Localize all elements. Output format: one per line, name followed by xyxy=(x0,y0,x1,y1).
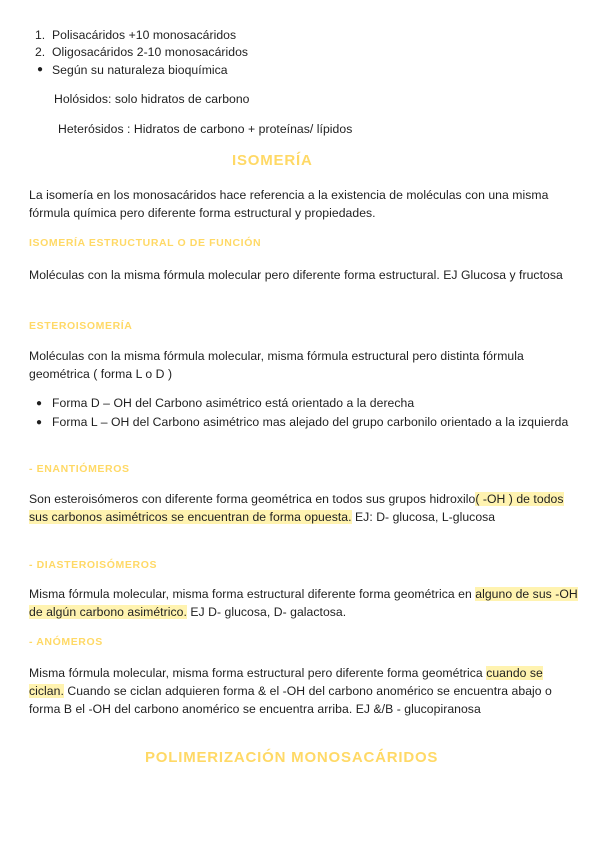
bullet-icon: ● xyxy=(36,417,43,428)
bullet-icon: ● xyxy=(37,64,44,75)
enantiomeros-text-before: Son esteroisómeros con diferente forma geométrica en todos sus grupos hidroxilo xyxy=(29,492,476,506)
list-item-1: Polisacáridos +10 monosacáridos xyxy=(52,28,237,42)
isomeria-heading: ISOMERÍA xyxy=(232,152,313,169)
anomeros-text-after: Cuando se ciclan adquieren forma & el -OH del carbono anomérico se encuentra abajo o forma B el -OH del carbono anomérico se encuentra arriba. EJ &/B - glucopiranosa xyxy=(29,684,552,716)
anomeros-text-before: Misma fórmula molecular, misma forma estructural pero diferente forma geométrica xyxy=(29,666,487,680)
anomeros-heading: - ANÓMEROS xyxy=(29,636,103,648)
anomeros-text xyxy=(29,664,579,718)
diasteroisomeros-text-before: Misma fórmula molecular, misma forma estructural diferente forma geométrica en xyxy=(29,587,476,601)
anomeros-highlight: cuando se ciclan. xyxy=(29,666,543,698)
diasteroisomeros-highlight: alguno de sus -OH de algún carbono asimétrico. xyxy=(29,587,578,619)
bullet-icon: ● xyxy=(36,398,43,409)
isomeria-intro: La isomería en los monosacáridos hace referencia a la existencia de moléculas con una misma fórmula química pero diferente forma estructural y propiedades. xyxy=(29,188,549,220)
heterosidos-text: Heterósidos : Hidratos de carbono + proteínas/ lípidos xyxy=(58,122,353,136)
forma-d-item: Forma D – OH del Carbono asimétrico está orientado a la derecha xyxy=(52,396,415,410)
enantiomeros-text-after: EJ: D- glucosa, L-glucosa xyxy=(351,510,496,524)
list-number-2: 2. xyxy=(35,45,46,59)
enantiomeros-highlight: ( -OH ) de todos sus carbonos asimétricos se encuentran de forma opuesta. xyxy=(29,492,564,524)
estereo-heading: ESTEROISOMERÍA xyxy=(29,320,133,332)
polimerizacion-heading: POLIMERIZACIÓN MONOSACÁRIDOS xyxy=(145,749,439,766)
enantiomeros-heading: - ENANTIÓMEROS xyxy=(29,463,130,475)
diasteroisomeros-heading: - DIASTEROISÓMEROS xyxy=(29,559,158,571)
diasteroisomeros-text xyxy=(29,585,579,621)
estructural-text: Moléculas con la misma fórmula molecular pero diferente forma estructural. EJ Glucosa y fructosa xyxy=(29,268,563,282)
estructural-heading: ISOMERÍA ESTRUCTURAL O DE FUNCIÓN xyxy=(29,237,262,249)
holosidos-text: Holósidos: solo hidratos de carbono xyxy=(54,92,250,106)
enantiomeros-text xyxy=(29,490,579,526)
forma-l-item: Forma L – OH del Carbono asimétrico mas alejado del grupo carbonilo orientado a la izquierda xyxy=(52,415,569,429)
diasteroisomeros-text-after: EJ D- glucosa, D- galactosa. xyxy=(186,605,347,619)
estereo-text: Moléculas con la misma fórmula molecular, misma fórmula estructural pero distinta fórmula geométrica ( forma L o D ) xyxy=(29,349,524,381)
list-item-2: Oligosacáridos 2-10 monosacáridos xyxy=(52,45,249,59)
bullet-item: Según su naturaleza bioquímica xyxy=(52,63,228,77)
list-number-1: 1. xyxy=(35,28,46,42)
